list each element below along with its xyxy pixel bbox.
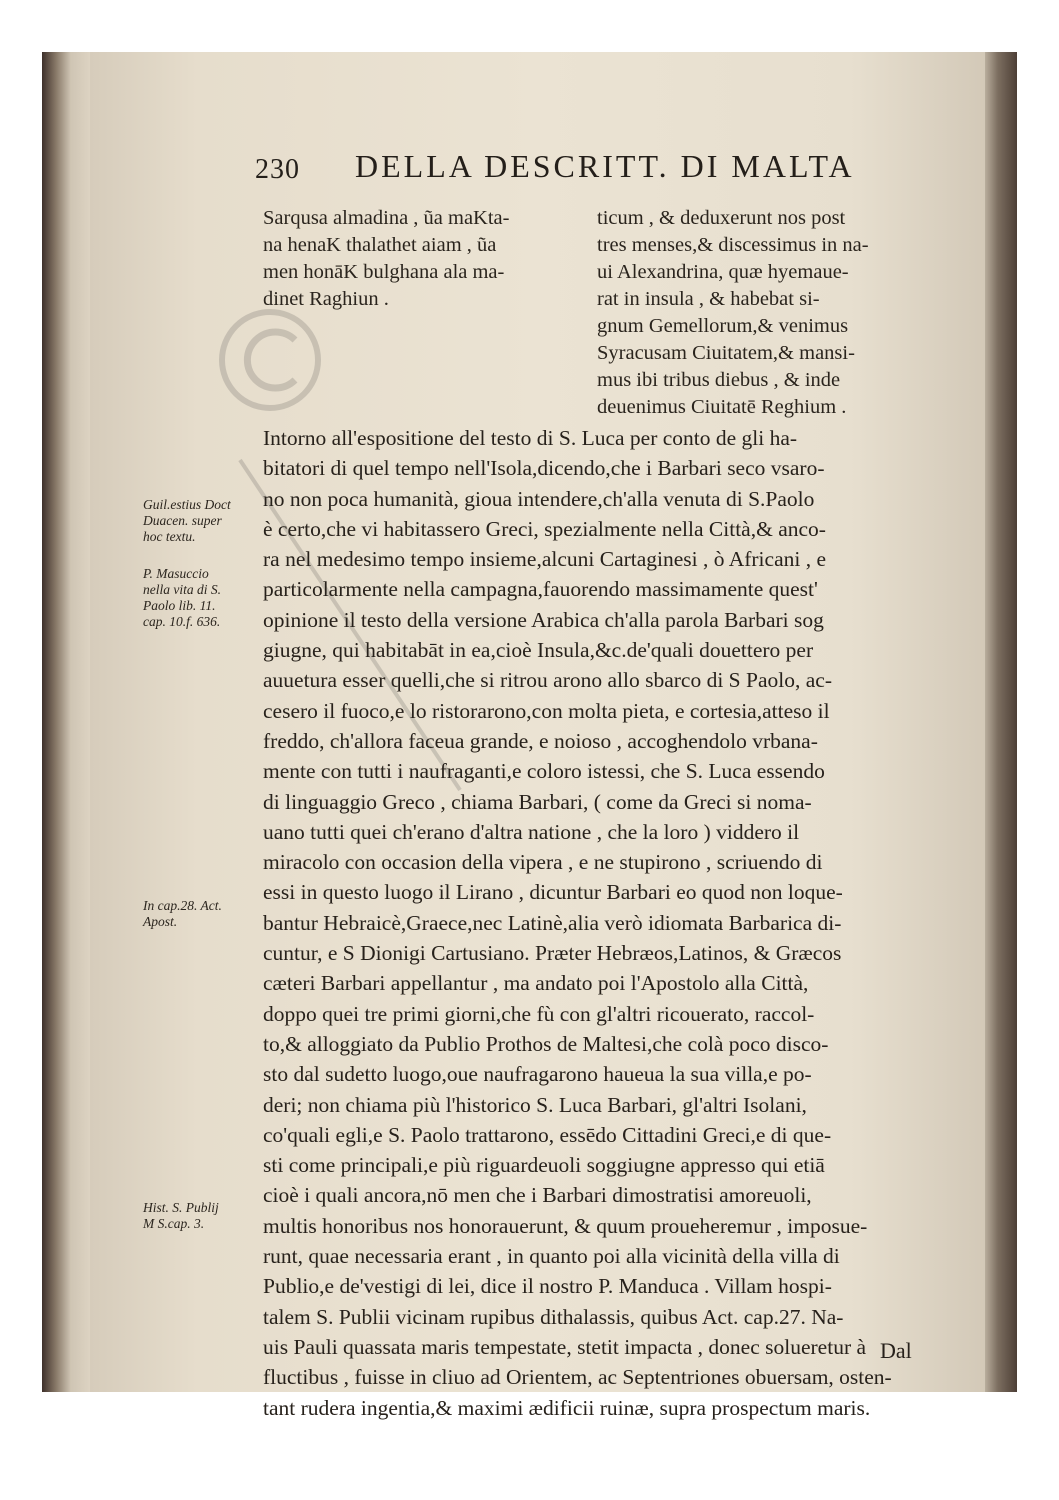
- text-line: gnum Gemellorum,& venimus: [597, 315, 849, 337]
- right-column: [597, 205, 869, 421]
- text-line: doppo quei tre primi giorni,che fù con gl'altri ricouerato, raccol-: [263, 1001, 815, 1026]
- text-line: mus ibi tribus diebus , & inde: [597, 369, 841, 391]
- page-number: 230: [255, 154, 300, 185]
- text-line: Sarqusa almadina , ũa maKta-: [263, 207, 510, 229]
- note-line: Paolo lib. 11.: [143, 598, 216, 613]
- text-line: ticum , & deduxerunt nos post: [597, 207, 846, 229]
- text-line: ui Alexandrina, quæ hyemaue-: [597, 261, 849, 283]
- text-line: miracolo con occasion della vipera , e ne stupirono , scriuendo di: [263, 850, 823, 875]
- text-line: essi in questo luogo il Lirano , dicuntur Barbari eo quod non loque-: [263, 880, 843, 905]
- text-line: ra nel medesimo tempo insieme,alcuni Cartaginesi , ò Africani , e: [263, 547, 827, 572]
- text-line: na henaK thalathet aiam , ũa: [263, 234, 497, 256]
- text-line: fluctibus , fuisse in cliuo ad Orientem, ac Septentriones obuersam, osten-: [263, 1365, 892, 1390]
- main-text: [263, 423, 892, 1423]
- text-line: cuntur, e S Dionigi Cartusiano. Præter Hebræos,Latinos, & Græcos: [263, 941, 842, 966]
- text-line: mente con tutti i naufraganti,e coloro istessi, che S. Luca essendo: [263, 759, 825, 784]
- text-line: Intorno all'espositione del testo di S. Luca per conto de gli ha-: [263, 426, 798, 450]
- text-line: freddo, ch'allora faceua grande, e noioso , accoghendolo vrbana-: [263, 728, 818, 753]
- text-line: cæteri Barbari appellantur , ma andato poi l'Apostolo alla Città,: [263, 971, 809, 996]
- text-line: talem S. Publii vicinam rupibus dithalassis, quibus Act. cap.27. Na-: [263, 1304, 844, 1329]
- note-line: Apost.: [143, 914, 178, 929]
- text-line: opinione il testo della versione Arabica ch'alla parola Barbari sog: [263, 607, 824, 632]
- note-line: nella vita di S.: [143, 582, 221, 597]
- catchword: Dal: [880, 1338, 912, 1363]
- left-column: [263, 205, 509, 313]
- text-line: tres menses,& discessimus in na-: [597, 234, 869, 256]
- note-line: P. Masuccio: [143, 566, 209, 581]
- text-line: dinet Raghiun .: [263, 288, 389, 310]
- text-line: runt, quae necessaria erant , in quanto poi alla vicinità della villa di: [263, 1244, 840, 1269]
- text-line: to,& alloggiato da Publio Prothos de Maltesi,che colà poco disco-: [263, 1031, 829, 1056]
- text-line: co'quali egli,e S. Paolo trattarono, essēdo Cittadini Greci,e di que-: [263, 1122, 832, 1147]
- text-line: di linguaggio Greco , chiama Barbari, ( come da Greci si noma-: [263, 789, 812, 814]
- text-line: multis honoribus nos honorauerunt, & quum proueheremur , imposue-: [263, 1213, 868, 1238]
- text-line: è certo,che vi habitassero Greci, spezialmente nella Città,& anco-: [263, 516, 826, 541]
- note-line: Guil.estius Doct: [143, 497, 231, 512]
- text-line: sto dal sudetto luogo,oue naufragarono haueua la sua villa,e po-: [263, 1062, 812, 1087]
- text-line: cioè i quali ancora,nō men che i Barbari dimostratisi amoreuoli,: [263, 1183, 812, 1208]
- text-line: no non poca humanità, gioua intendere,ch'alla venuta di S.Paolo: [263, 486, 815, 511]
- note-line: M S.cap. 3.: [143, 1216, 205, 1231]
- text-line: deuenimus Ciuitatē Reghium .: [597, 396, 847, 418]
- text-line: tant rudera ingentia,& maximi ædificii ruinæ, supra prospectum maris.: [263, 1395, 871, 1420]
- text-line: uano tutti quei ch'erano d'altra natione , che la loro ) viddero il: [263, 819, 800, 844]
- note-line: Duacen. super: [143, 513, 222, 528]
- text-line: auuetura esser quelli,che si ritrou arono allo sbarco di S Paolo, ac-: [263, 668, 832, 693]
- page-gutter: [985, 52, 1017, 1392]
- text-line: men honāK bulghana ala ma-: [263, 261, 505, 283]
- text-line: sti come principali,e più riguardeuoli soggiugne appresso qui etiā: [263, 1153, 825, 1178]
- running-title: DELLA DESCRITT. DI MALTA: [355, 148, 855, 184]
- text-line: Publio,e de'vestigi di lei, dice il nostro P. Manduca . Villam hospi-: [263, 1274, 832, 1299]
- note-line: In cap.28. Act.: [143, 898, 222, 913]
- margin-note: [143, 566, 221, 630]
- text-line: bitatori di quel tempo nell'Isola,dicendo,che i Barbari seco vsaro-: [263, 456, 825, 481]
- note-line: hoc textu.: [143, 529, 196, 544]
- text-line: deri; non chiama più l'historico S. Luca Barbari, gl'altri Isolani,: [263, 1092, 807, 1117]
- text-line: particolarmente nella campagna,fauorendo massimamente quest': [263, 577, 818, 602]
- margin-note: [143, 898, 222, 930]
- left-page-edge: [42, 52, 90, 1392]
- text-line: bantur Hebraicè,Graece,nec Latinè,alia verò idiomata Barbarica di-: [263, 910, 842, 935]
- margin-note: [143, 497, 231, 545]
- note-line: cap. 10.f. 636.: [143, 614, 221, 629]
- note-line: Hist. S. Publij: [143, 1200, 219, 1215]
- text-line: uis Pauli quassata maris tempestate, stetit impacta , donec solueretur à: [263, 1334, 867, 1359]
- running-head: [255, 148, 955, 188]
- text-line: rat in insula , & habebat si-: [597, 288, 820, 310]
- margin-note: [143, 1200, 219, 1232]
- text-line: Syracusam Ciuitatem,& mansi-: [597, 342, 855, 364]
- text-line: giugne, qui habitabāt in ea,cioè Insula,&c.de'quali douettero per: [263, 638, 814, 663]
- text-line: cesero il fuoco,e lo ristorarono,con molta pieta, e cortesia,atteso il: [263, 698, 830, 723]
